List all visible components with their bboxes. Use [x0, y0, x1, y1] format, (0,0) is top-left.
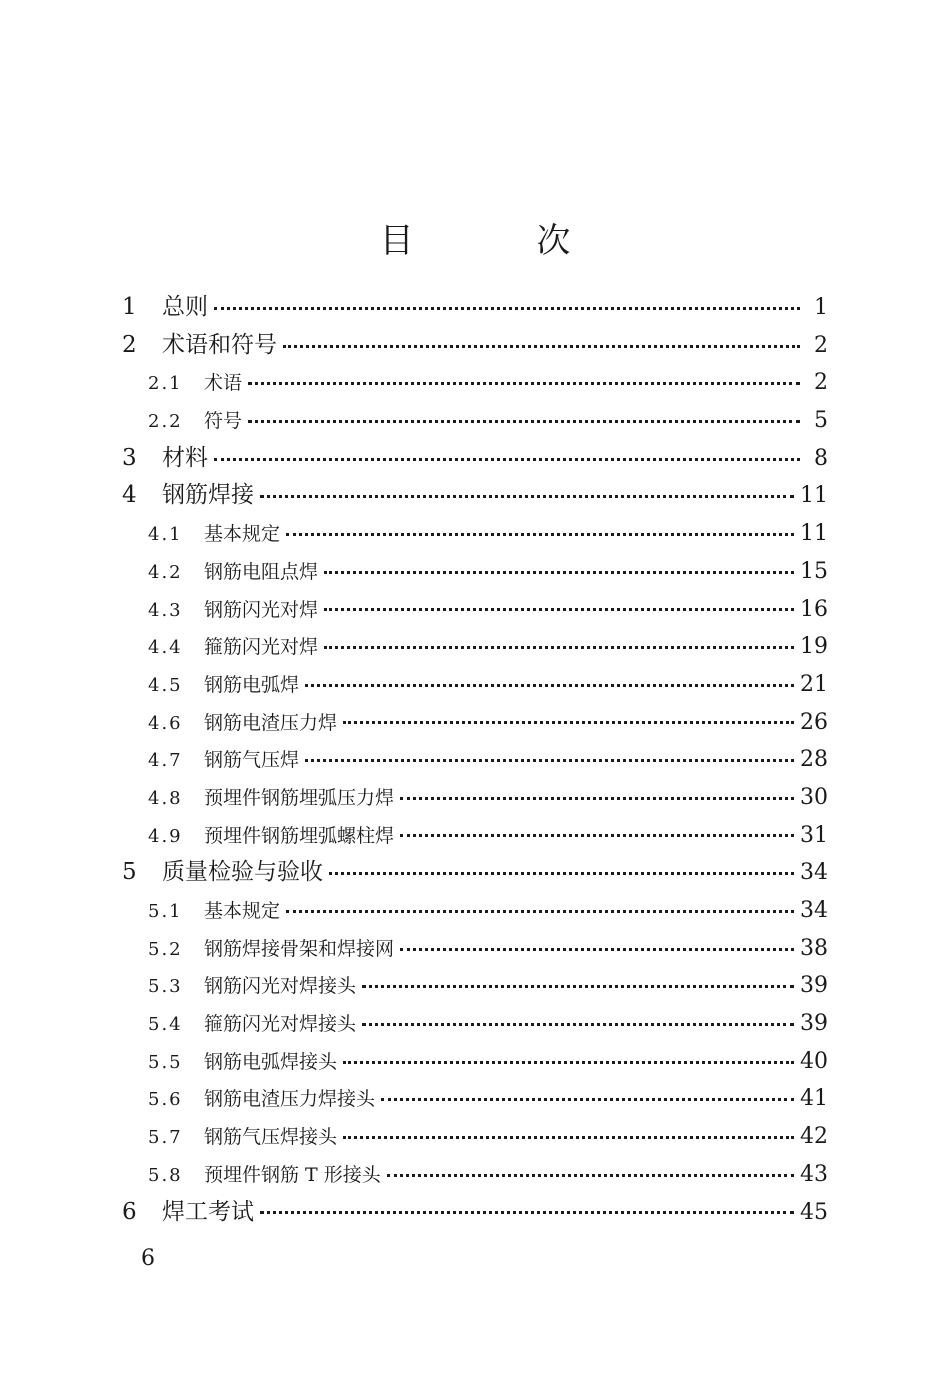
toc-entry-title: 总则	[162, 294, 208, 320]
toc-entry[interactable]	[122, 289, 828, 327]
toc-entry[interactable]	[122, 854, 828, 892]
toc-entry-page: 41	[800, 1086, 828, 1112]
toc-entry-number: 5.1	[148, 901, 183, 922]
toc-dot-leader	[286, 901, 794, 920]
toc-dot-leader	[343, 713, 794, 732]
toc-entry[interactable]	[122, 779, 828, 817]
toc-entry-title: 术语和符号	[162, 331, 277, 358]
toc-entry-page: 26	[800, 709, 828, 735]
toc-entry[interactable]	[122, 440, 828, 478]
toc-entry-title: 基本规定	[204, 900, 281, 922]
toc-entry-number: 4.4	[148, 637, 183, 659]
toc-dot-leader	[343, 1127, 794, 1146]
toc-entry-title: 钢筋闪光对焊接头	[204, 975, 357, 998]
toc-dot-leader	[324, 562, 794, 581]
toc-entry-number: 4.3	[148, 599, 183, 621]
toc-entry-page: 2	[814, 370, 828, 396]
page-title: 目 次	[379, 220, 627, 261]
toc-dot-leader	[324, 638, 794, 657]
toc-dot-leader	[248, 411, 800, 430]
toc-entry-number: 4.1	[148, 524, 183, 546]
toc-dot-leader	[400, 939, 794, 958]
toc-dot-leader	[387, 1165, 794, 1184]
toc-entry-title: 钢筋电渣压力焊	[204, 711, 338, 734]
toc-entry-page: 11	[800, 521, 828, 547]
toc-dot-leader	[400, 788, 794, 807]
toc-entry[interactable]	[122, 1118, 828, 1156]
toc-entry-title: 材料	[162, 444, 208, 471]
toc-dot-leader	[260, 1201, 794, 1224]
toc-entry-title: 质量检验与验收	[162, 859, 323, 886]
toc-entry-page: 5	[814, 408, 828, 434]
toc-entry-title: 钢筋焊接骨架和焊接网	[204, 937, 395, 960]
toc-entry-number: 6	[122, 1198, 137, 1225]
toc-entry-page: 34	[800, 898, 828, 923]
toc-entry[interactable]	[122, 1194, 828, 1232]
toc-entry[interactable]	[122, 930, 828, 968]
toc-entry-page: 2	[814, 332, 828, 358]
toc-entry-page: 8	[814, 445, 828, 471]
toc-entry-title: 基本规定	[204, 523, 281, 546]
toc-entry[interactable]	[122, 892, 828, 930]
toc-entry-number: 4.2	[148, 561, 183, 583]
toc-entry-number: 2.1	[148, 373, 183, 395]
toc-entry-page: 40	[800, 1048, 828, 1074]
toc-entry-number: 5.3	[148, 976, 183, 998]
toc-entry-title: 钢筋气压焊接头	[204, 1126, 338, 1149]
toc-entry-page: 43	[800, 1161, 828, 1187]
toc-entry-number: 1	[122, 294, 137, 320]
toc-dot-leader	[362, 977, 794, 996]
toc-entry-number: 2	[122, 331, 137, 358]
toc-entry[interactable]	[122, 327, 828, 365]
toc-entry-page: 42	[800, 1124, 828, 1150]
toc-entry-page: 21	[800, 671, 828, 697]
toc-entry-page: 11	[800, 483, 828, 509]
table-of-contents	[122, 289, 828, 1231]
toc-dot-leader	[248, 374, 800, 393]
toc-entry-number: 4.8	[148, 787, 183, 809]
toc-dot-leader	[214, 296, 800, 319]
toc-entry[interactable]	[122, 666, 828, 704]
toc-entry-title: 预埋件钢筋埋弧压力焊	[204, 786, 395, 809]
toc-entry-title: 钢筋电弧焊接头	[204, 1050, 338, 1073]
toc-entry[interactable]	[122, 1005, 828, 1043]
toc-dot-leader	[343, 1052, 794, 1071]
toc-entry-page: 39	[800, 973, 828, 999]
toc-dot-leader	[400, 826, 794, 845]
toc-dot-leader	[381, 1090, 794, 1109]
toc-entry[interactable]	[122, 967, 828, 1005]
toc-dot-leader	[324, 600, 794, 619]
toc-entry[interactable]	[122, 628, 828, 666]
toc-entry-number: 3	[122, 444, 137, 471]
toc-entry[interactable]	[122, 817, 828, 855]
toc-entry-number: 5.4	[148, 1014, 183, 1036]
toc-entry[interactable]	[122, 1080, 828, 1118]
toc-entry-page: 15	[800, 558, 828, 584]
toc-entry-number: 4.9	[148, 825, 183, 847]
toc-entry[interactable]	[122, 741, 828, 779]
toc-entry-page: 38	[800, 935, 828, 961]
toc-entry-number: 5	[122, 859, 137, 886]
toc-entry-page: 30	[800, 784, 828, 810]
toc-entry-title: 箍筋闪光对焊接头	[204, 1013, 357, 1036]
toc-entry-number: 5.2	[148, 938, 183, 960]
toc-entry-number: 4.7	[148, 750, 183, 772]
toc-entry-number: 4.5	[148, 674, 183, 696]
toc-entry-title: 钢筋电渣压力焊接头	[204, 1088, 376, 1111]
toc-entry-title: 钢筋气压焊	[204, 749, 300, 772]
toc-entry-title: 钢筋焊接	[162, 482, 254, 509]
toc-entry-title: 术语	[204, 372, 243, 395]
toc-entry-number: 2.2	[148, 411, 183, 433]
toc-entry[interactable]	[122, 364, 828, 402]
toc-entry[interactable]	[122, 515, 828, 553]
toc-entry-page: 34	[800, 860, 828, 886]
toc-entry-number: 5.5	[148, 1051, 183, 1073]
toc-entry-number: 4.6	[148, 712, 183, 734]
toc-entry[interactable]	[122, 704, 828, 742]
toc-entry-page: 16	[800, 596, 828, 622]
toc-dot-leader	[305, 675, 794, 694]
toc-entry-number: 5.7	[148, 1127, 183, 1149]
toc-entry[interactable]	[122, 477, 828, 515]
toc-dot-leader	[305, 751, 794, 770]
toc-entry[interactable]	[122, 1043, 828, 1081]
toc-entry-number: 5.8	[148, 1164, 183, 1186]
toc-entry[interactable]	[122, 553, 828, 591]
toc-entry-title: 焊工考试	[162, 1198, 254, 1225]
toc-entry-page: 19	[800, 634, 828, 660]
toc-entry[interactable]	[122, 591, 828, 629]
toc-dot-leader	[362, 1014, 794, 1033]
toc-entry-title: 预埋件钢筋埋弧螺柱焊	[204, 824, 395, 847]
toc-entry-title: 钢筋闪光对焊	[204, 598, 319, 621]
toc-entry-title: 符号	[204, 410, 243, 433]
toc-entry-title: 钢筋电弧焊	[204, 673, 300, 696]
toc-dot-leader	[286, 524, 794, 543]
toc-dot-leader	[283, 334, 800, 357]
toc-entry-number: 4	[122, 482, 137, 509]
page-number: 6	[141, 1246, 155, 1271]
toc-entry[interactable]	[122, 1156, 828, 1194]
toc-dot-leader	[260, 485, 794, 508]
toc-entry-page: 28	[800, 747, 828, 773]
toc-entry-page: 31	[800, 822, 828, 848]
toc-entry-title: 预埋件钢筋 T 形接头	[204, 1163, 381, 1186]
toc-entry-title: 箍筋闪光对焊	[204, 636, 319, 659]
toc-entry-title: 钢筋电阻点焊	[204, 560, 319, 583]
toc-dot-leader	[329, 862, 794, 885]
toc-entry-number: 5.6	[148, 1089, 183, 1111]
toc-entry-page: 1	[814, 295, 828, 320]
toc-entry-page: 45	[800, 1199, 828, 1225]
toc-entry-page: 39	[800, 1011, 828, 1037]
toc-dot-leader	[214, 447, 800, 470]
toc-entry[interactable]	[122, 402, 828, 440]
